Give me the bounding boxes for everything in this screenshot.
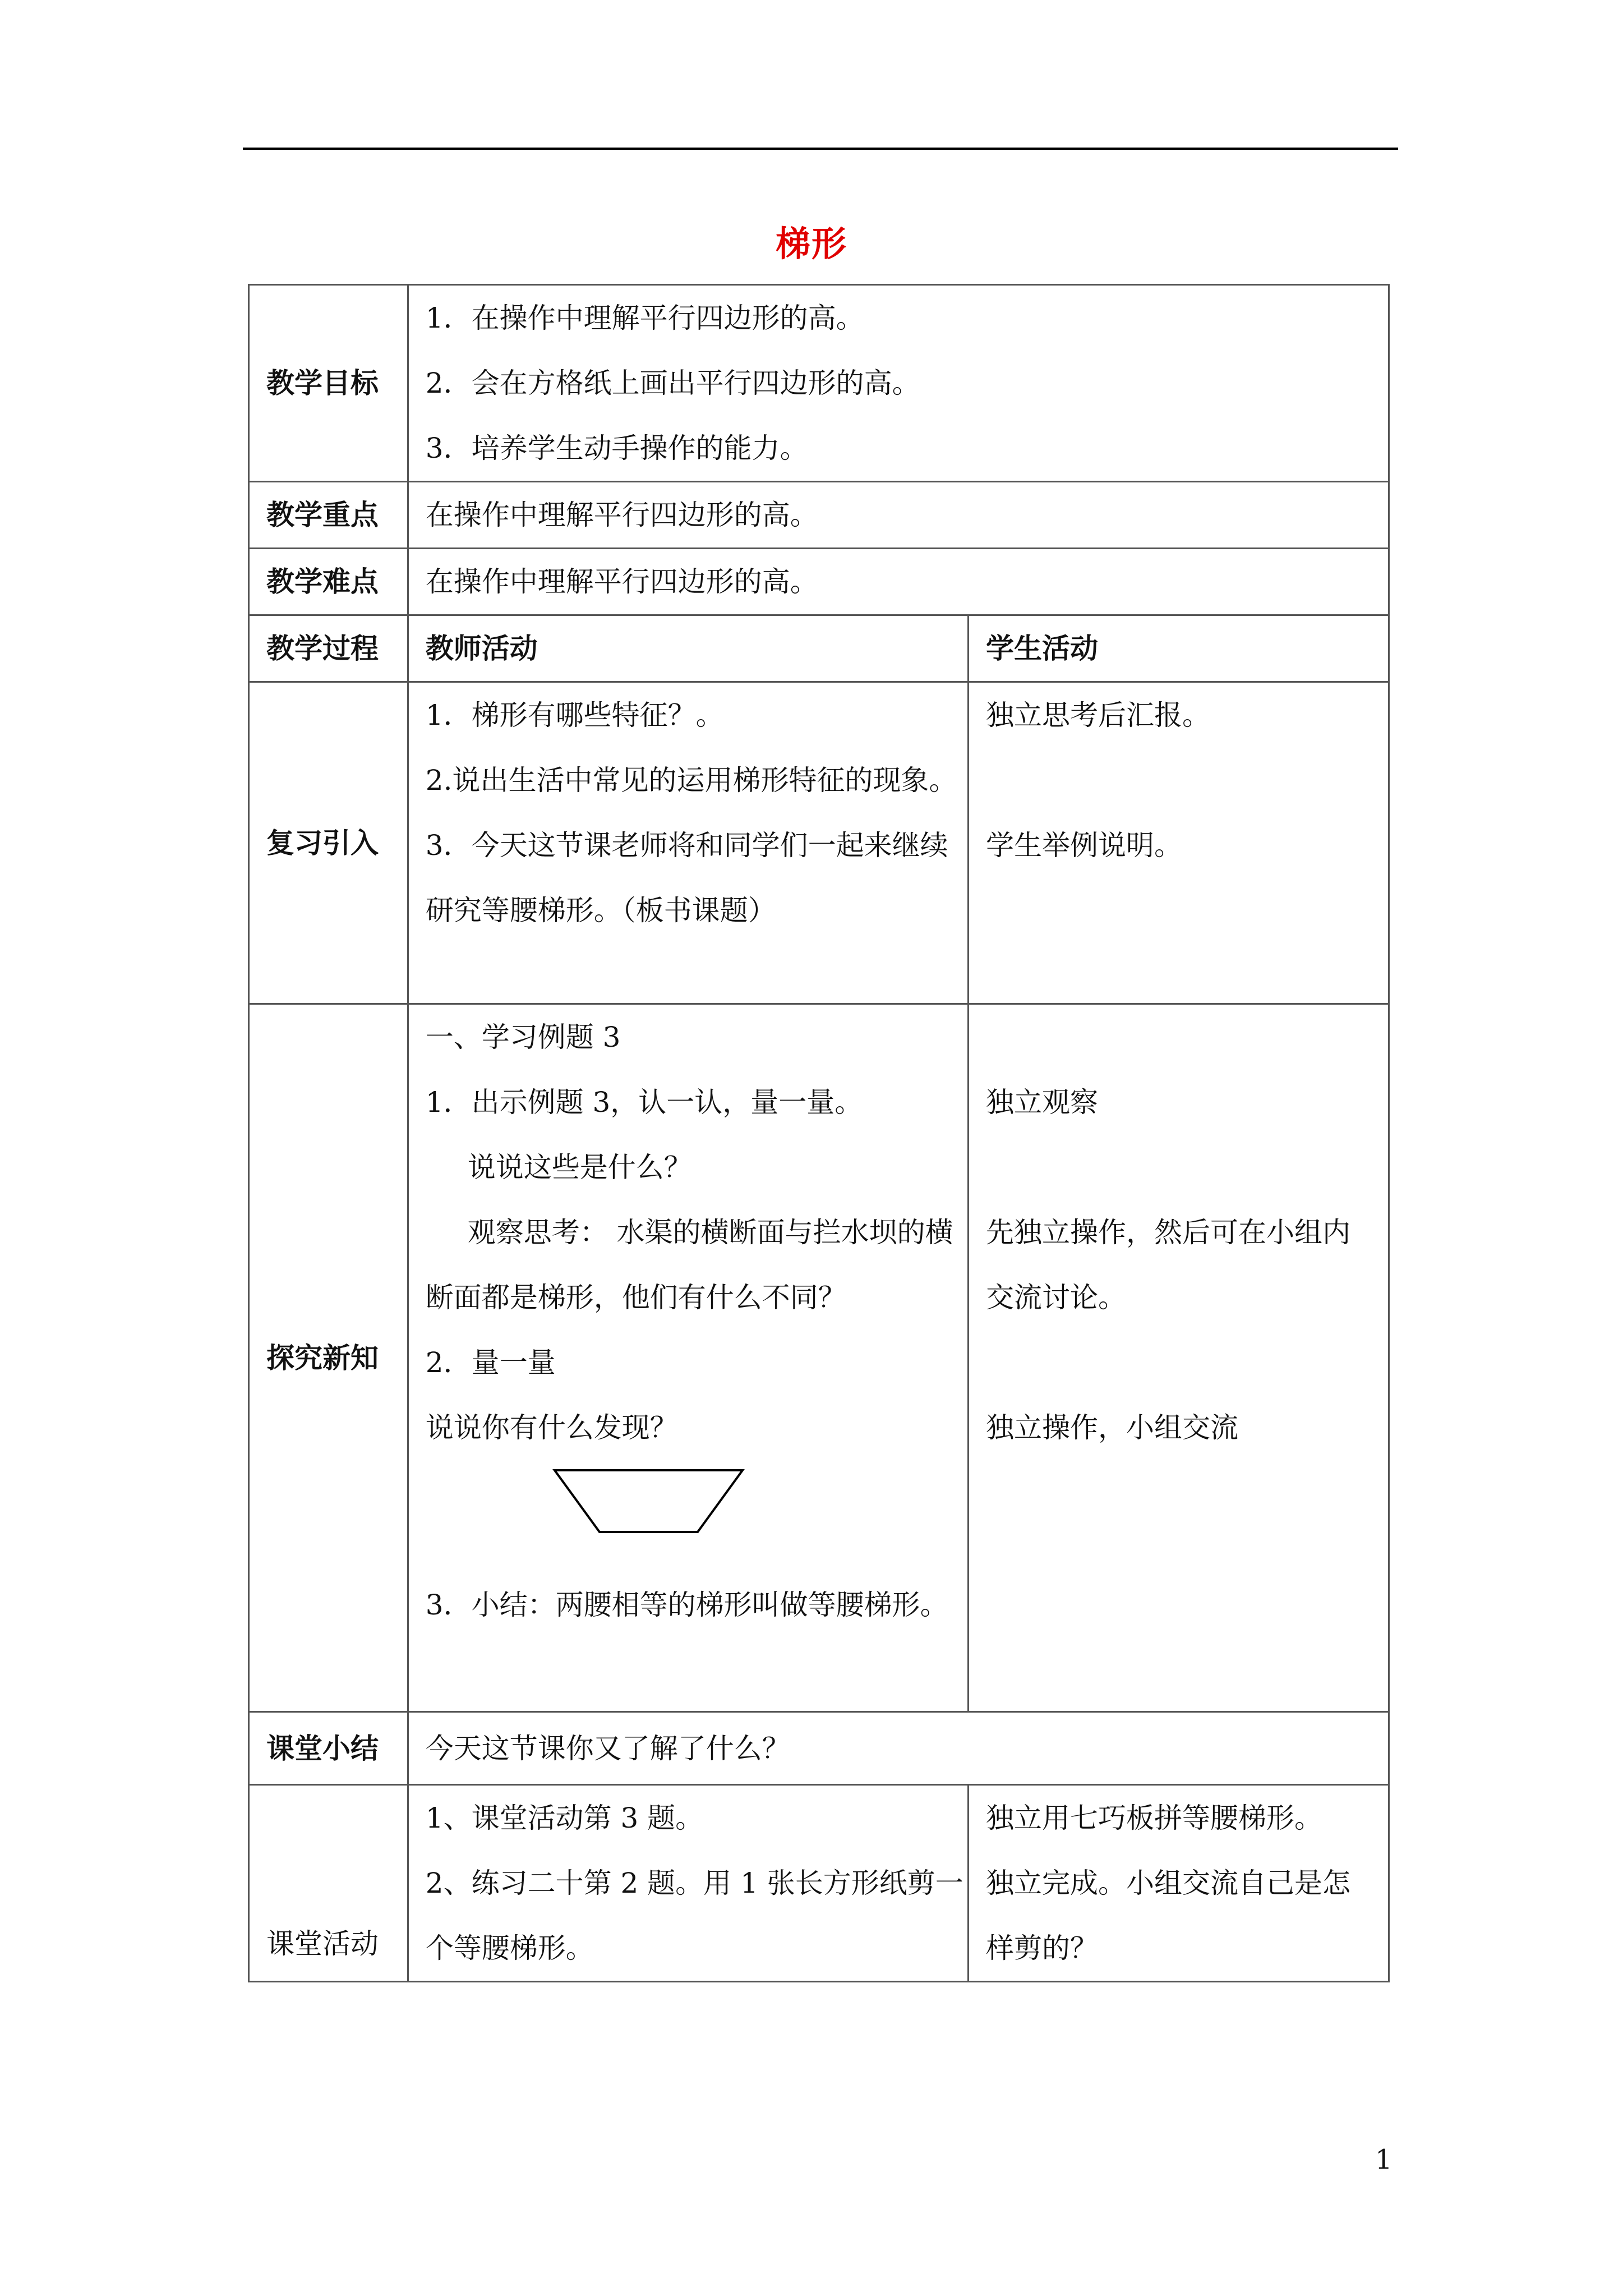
activity-student-line: 独立完成。小组交流自己是怎 [986, 1867, 1351, 1899]
explore-teacher-line: 1．出示例题 3，认一认，量一量。 [425, 1086, 863, 1119]
header-teacher-activity: 教师活动 [408, 615, 968, 682]
activity-student-line: 样剪的？ [986, 1932, 1099, 1964]
explore-student-line: 独立操作，小组交流 [986, 1411, 1239, 1444]
label-difficulty: 教学难点 [249, 549, 408, 615]
explore-teacher-line: 说说你有什么发现？ [425, 1411, 678, 1444]
objectives-content [408, 285, 1389, 482]
activity-student [969, 1785, 1389, 1982]
header-rule [243, 148, 1398, 150]
row-review [249, 682, 1389, 1004]
explore-teacher-line: 断面都是梯形，他们有什么不同？ [425, 1281, 846, 1314]
activity-teacher [408, 1785, 968, 1982]
explore-student-line: 交流讨论。 [986, 1281, 1127, 1314]
review-student-line: 学生举例说明。 [986, 829, 1183, 862]
explore-student [969, 1004, 1389, 1712]
objective-item: 1．在操作中理解平行四边形的高。 [425, 302, 864, 334]
key-point-content: 在操作中理解平行四边形的高。 [408, 482, 1389, 549]
label-explore: 探究新知 [249, 1004, 408, 1712]
label-review: 复习引入 [249, 682, 408, 1004]
activity-teacher-line: 1、课堂活动第 3 题。 [425, 1802, 704, 1834]
explore-student-line: 独立观察 [986, 1086, 1099, 1119]
header-student-activity: 学生活动 [969, 615, 1389, 682]
review-teacher-line: 1．梯形有哪些特征？。 [425, 699, 724, 731]
explore-teacher-line: 一、学习例题 3 [425, 1021, 621, 1053]
review-teacher [408, 682, 968, 1004]
row-process-header [249, 615, 1389, 682]
label-objectives: 教学目标 [249, 285, 408, 482]
explore-teacher-line: 观察思考： 水渠的横断面与拦水坝的横 [467, 1216, 953, 1249]
row-objectives [249, 285, 1389, 482]
objective-item: 2．会在方格纸上画出平行四边形的高。 [425, 367, 920, 399]
row-difficulty [249, 549, 1389, 615]
review-student [969, 682, 1389, 1004]
difficulty-content: 在操作中理解平行四边形的高。 [408, 549, 1389, 615]
review-student-line: 独立思考后汇报。 [986, 699, 1211, 731]
label-activity: 课堂活动 [249, 1785, 408, 1982]
row-key-point [249, 482, 1389, 549]
activity-student-line: 独立用七巧板拼等腰梯形。 [986, 1802, 1323, 1834]
activity-teacher-line: 2、练习二十第 2 题。用 1 张长方形纸剪一 [425, 1867, 963, 1899]
trapezoid-figure [426, 1460, 967, 1550]
explore-teacher-line: 3．小结：两腰相等的梯形叫做等腰梯形。 [425, 1589, 948, 1621]
explore-teacher [408, 1004, 968, 1712]
explore-student-line: 先独立操作，然后可在小组内 [986, 1216, 1351, 1249]
label-summary: 课堂小结 [249, 1712, 408, 1785]
lesson-plan-table [248, 284, 1390, 1982]
row-activity [249, 1785, 1389, 1982]
review-teacher-line: 研究等腰梯形。（板书课题） [425, 894, 776, 927]
objective-item: 3．培养学生动手操作的能力。 [425, 432, 808, 464]
document-title: 梯形 [775, 223, 847, 264]
explore-teacher-line: 2．量一量 [425, 1346, 556, 1379]
review-teacher-line: 2.说出生活中常见的运用梯形特征的现象。 [425, 764, 957, 797]
label-key-point: 教学重点 [249, 482, 408, 549]
page-number: 1 [1375, 2144, 1393, 2175]
row-explore [249, 1004, 1389, 1712]
review-teacher-line: 3．今天这节课老师将和同学们一起来继续 [425, 829, 948, 862]
activity-teacher-line: 个等腰梯形。 [425, 1932, 594, 1964]
summary-content: 今天这节课你又了解了什么？ [408, 1712, 1389, 1785]
row-summary [249, 1712, 1389, 1785]
label-process: 教学过程 [249, 615, 408, 682]
explore-teacher-line: 说说这些是什么？ [467, 1151, 692, 1184]
